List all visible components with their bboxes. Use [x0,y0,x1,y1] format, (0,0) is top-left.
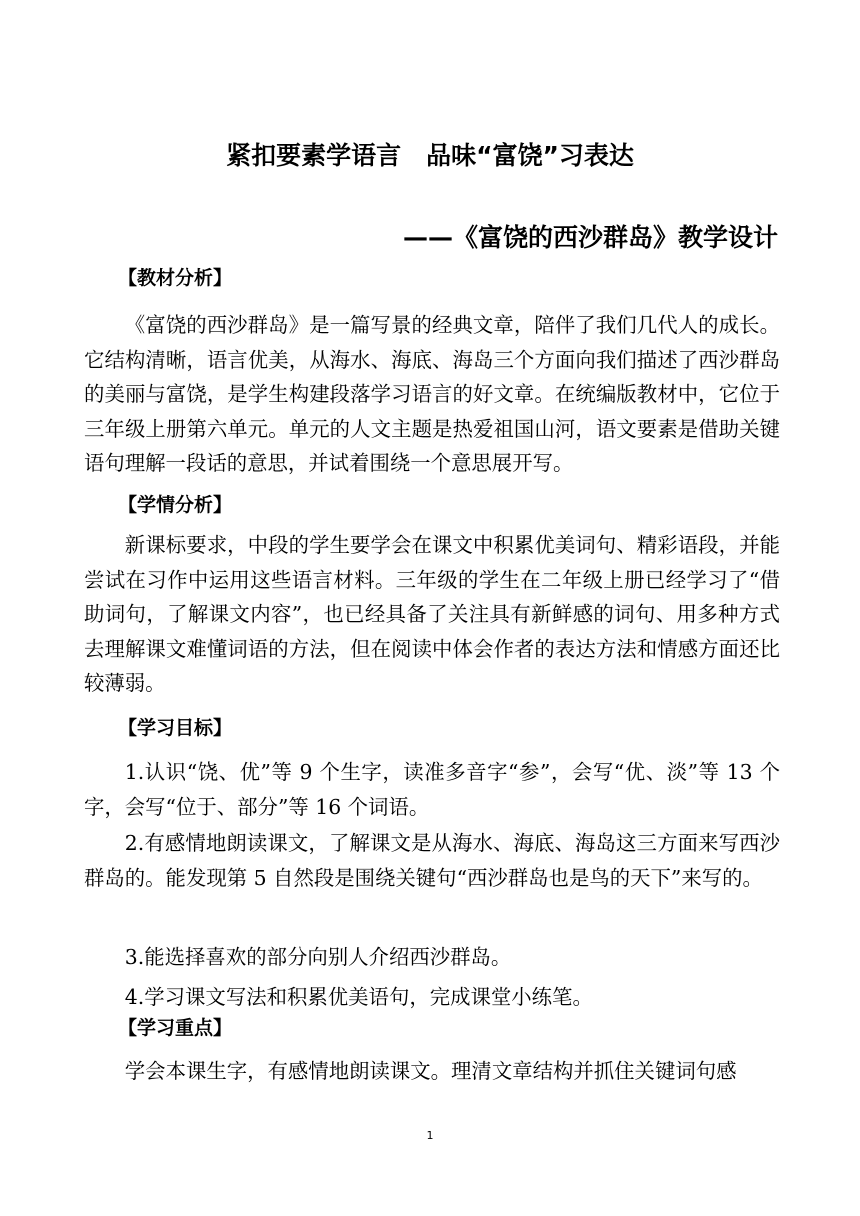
page-number: 1 [426,1129,434,1142]
document-subtitle: ——《富饶的西沙群岛》教学设计 [402,223,778,252]
paragraph-goal-1: 1.认识“饶、优”等 9 个生字，读准多音字“参”，会写“优、淡”等 13 个字，会写“位于、部分”等 16 个词语。 [84,760,780,819]
section-heading-learning-goals: 【学习目标】 [118,717,233,739]
paragraph-goal-2: 2.有感情地朗读课文，了解课文是从海水、海底、海岛这三方面来写西沙群岛的。能发现第 5 自然段是围绕关键句“西沙群岛也是鸟的天下”来写的。 [84,831,780,890]
section-heading-learner-analysis: 【学情分析】 [118,494,233,516]
paragraph-key-points: 学会本课生字，有感情地朗读课文。理清文章结构并抓住关键词句感 [124,1059,737,1083]
document-title: 紧扣要素学语言 品味“富饶”习表达 [226,141,634,170]
paragraph-goal-3: 3.能选择喜欢的部分向别人介绍西沙群岛。 [124,945,512,969]
section-heading-key-points: 【学习重点】 [118,1017,233,1039]
paragraph-learner-analysis: 新课标要求，中段的学生要学会在课文中积累优美词句、精彩语段，并能尝试在习作中运用这些语言材料。三年级的学生在二年级上册已经学习了“借助词句，了解课文内容”，也已经具备了关注具有新鲜感的词句、用多种方式去理解课文难懂词语的方法，但在阅读中体会作者的表达方法和情感方面还比较薄弱。 [84,533,780,696]
paragraph-goal-4: 4.学习课文写法和积累优美语句，完成课堂小练笔。 [124,985,593,1009]
paragraph-textbook-analysis: 《富饶的西沙群岛》是一篇写景的经典文章，陪伴了我们几代人的成长。它结构清晰，语言优美，从海水、海底、海岛三个方面向我们描述了西沙群岛的美丽与富饶，是学生构建段落学习语言的好文章。在统编版教材中，它位于三年级上册第六单元。单元的人文主题是热爱祖国山河，语文要素是借助关键语句理解一段话的意思，并试着围绕一个意思展开写。 [84,313,780,476]
section-heading-textbook-analysis: 【教材分析】 [118,267,233,289]
